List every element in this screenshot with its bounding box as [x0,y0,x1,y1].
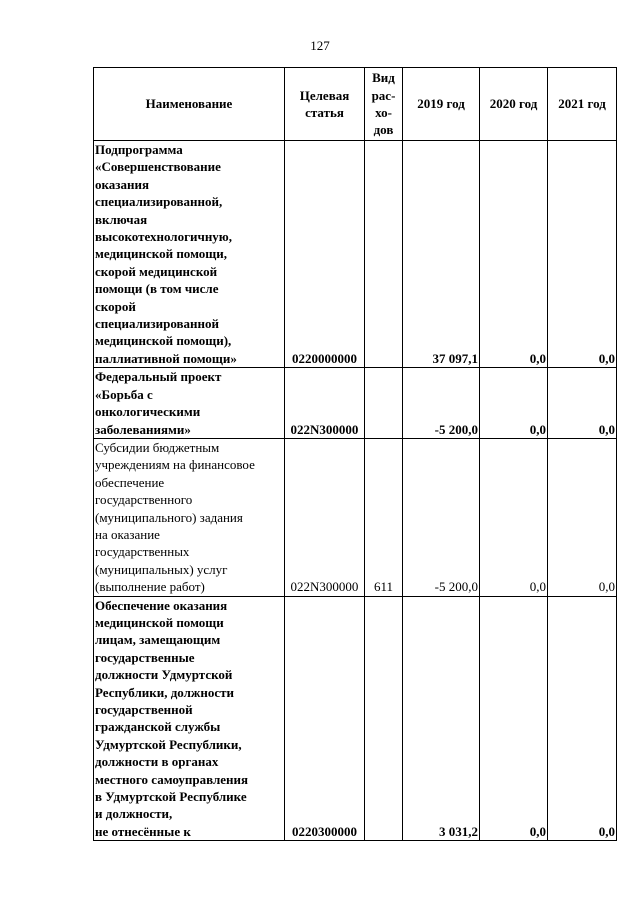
row-name-line: Удмуртской Республики, [95,736,242,752]
row-name-line: заболеваниями» [95,421,191,437]
row-name-line: государственной [95,702,193,717]
row-name-line: помощи (в том числе [95,281,219,297]
row-name-line: специализированной [95,316,220,332]
row-name-line: «Совершенствование [95,159,221,175]
row-name-line: в Удмуртской Республике [95,789,247,805]
header-type-line: Вид [372,70,395,86]
row-name-line: скорой медицинской [95,263,218,279]
row-name-line: медицинской помощи, [95,246,227,262]
row-target-article: 022N300000 [285,438,365,596]
header-2019: 2019 год [403,68,480,141]
row-value-2021: 0,0 [548,368,617,439]
row-name-line: на оказание [95,526,160,542]
row-value-2020: 0,0 [480,141,548,368]
row-target-article: 022N300000 [285,368,365,439]
header-type-line: дов [373,122,394,138]
row-name-line: высокотехнологичную, [95,229,232,245]
header-2020: 2020 год [480,68,548,141]
row-name-line: Обеспечение оказания [95,597,228,613]
row-name-line: государственных [95,544,190,560]
row-name-line: Федеральный проект [95,369,222,385]
row-name-line: Подпрограмма [95,142,183,157]
header-expense-type [365,68,403,141]
row-value-2019: 37 097,1 [403,141,480,368]
row-name-line: Республики, должности [95,684,234,700]
header-2021: 2021 год [548,68,617,141]
row-value-2019: -5 200,0 [403,368,480,439]
table-row [94,141,617,368]
row-expense-type [365,596,403,841]
row-value-2019: 3 031,2 [403,596,480,841]
header-target-line2: статья [305,105,344,120]
row-name-line: оказания [95,176,150,192]
row-name [94,141,285,368]
row-name-line: паллиативной помощи» [95,350,237,366]
header-type-line: хо- [375,105,392,120]
row-name [94,438,285,596]
row-value-2019: -5 200,0 [403,438,480,596]
row-name-line: должности в органах [95,754,219,770]
row-name-line: (выполнение работ) [95,579,205,595]
row-name-line: онкологическими [95,404,201,420]
header-name: Наименование [94,68,285,141]
row-name-line: должности Удмуртской [95,667,233,683]
row-name-line: Субсидии бюджетным [95,439,220,455]
row-name-line: гражданской службы [95,719,221,735]
row-value-2020: 0,0 [480,596,548,841]
row-name-line: специализированной, [95,194,223,210]
row-value-2021: 0,0 [548,596,617,841]
row-name-line: государственного [95,492,193,508]
row-expense-type [365,368,403,439]
row-name-line: медицинской помощи), [95,333,232,349]
row-expense-type: 611 [365,438,403,596]
header-type-line: рас- [371,87,396,103]
row-target-article: 0220300000 [285,596,365,841]
row-name [94,368,285,439]
row-name-line: скорой [95,298,136,314]
row-name-line: местного самоуправления [95,771,249,787]
row-name-line: включая [95,211,148,227]
header-target-article [285,68,365,141]
budget-table [93,67,617,841]
row-name-line: государственные [95,649,195,665]
row-name-line: учреждениям на финансовое [95,457,255,473]
table-row [94,438,617,596]
page-number: 127 [310,38,330,53]
row-value-2021: 0,0 [548,141,617,368]
row-value-2020: 0,0 [480,438,548,596]
table-row [94,368,617,439]
row-name-line: и должности, [95,806,173,822]
row-name-line: лицам, замещающим [95,632,221,648]
table-row [94,596,617,841]
row-name-line: не отнесённые к [95,823,191,839]
row-name-line: медицинской помощи [95,614,224,630]
row-name-line: (муниципальных) услуг [95,561,228,577]
row-value-2020: 0,0 [480,368,548,439]
row-value-2021: 0,0 [548,438,617,596]
row-name-line: обеспечение [95,474,165,490]
table-header-row [94,68,617,141]
row-expense-type [365,141,403,368]
row-name [94,596,285,841]
row-name-line: «Борьба с [95,386,153,402]
row-name-line: (муниципального) задания [95,509,243,525]
row-target-article: 0220000000 [285,141,365,368]
header-target-line1: Целевая [299,87,350,103]
